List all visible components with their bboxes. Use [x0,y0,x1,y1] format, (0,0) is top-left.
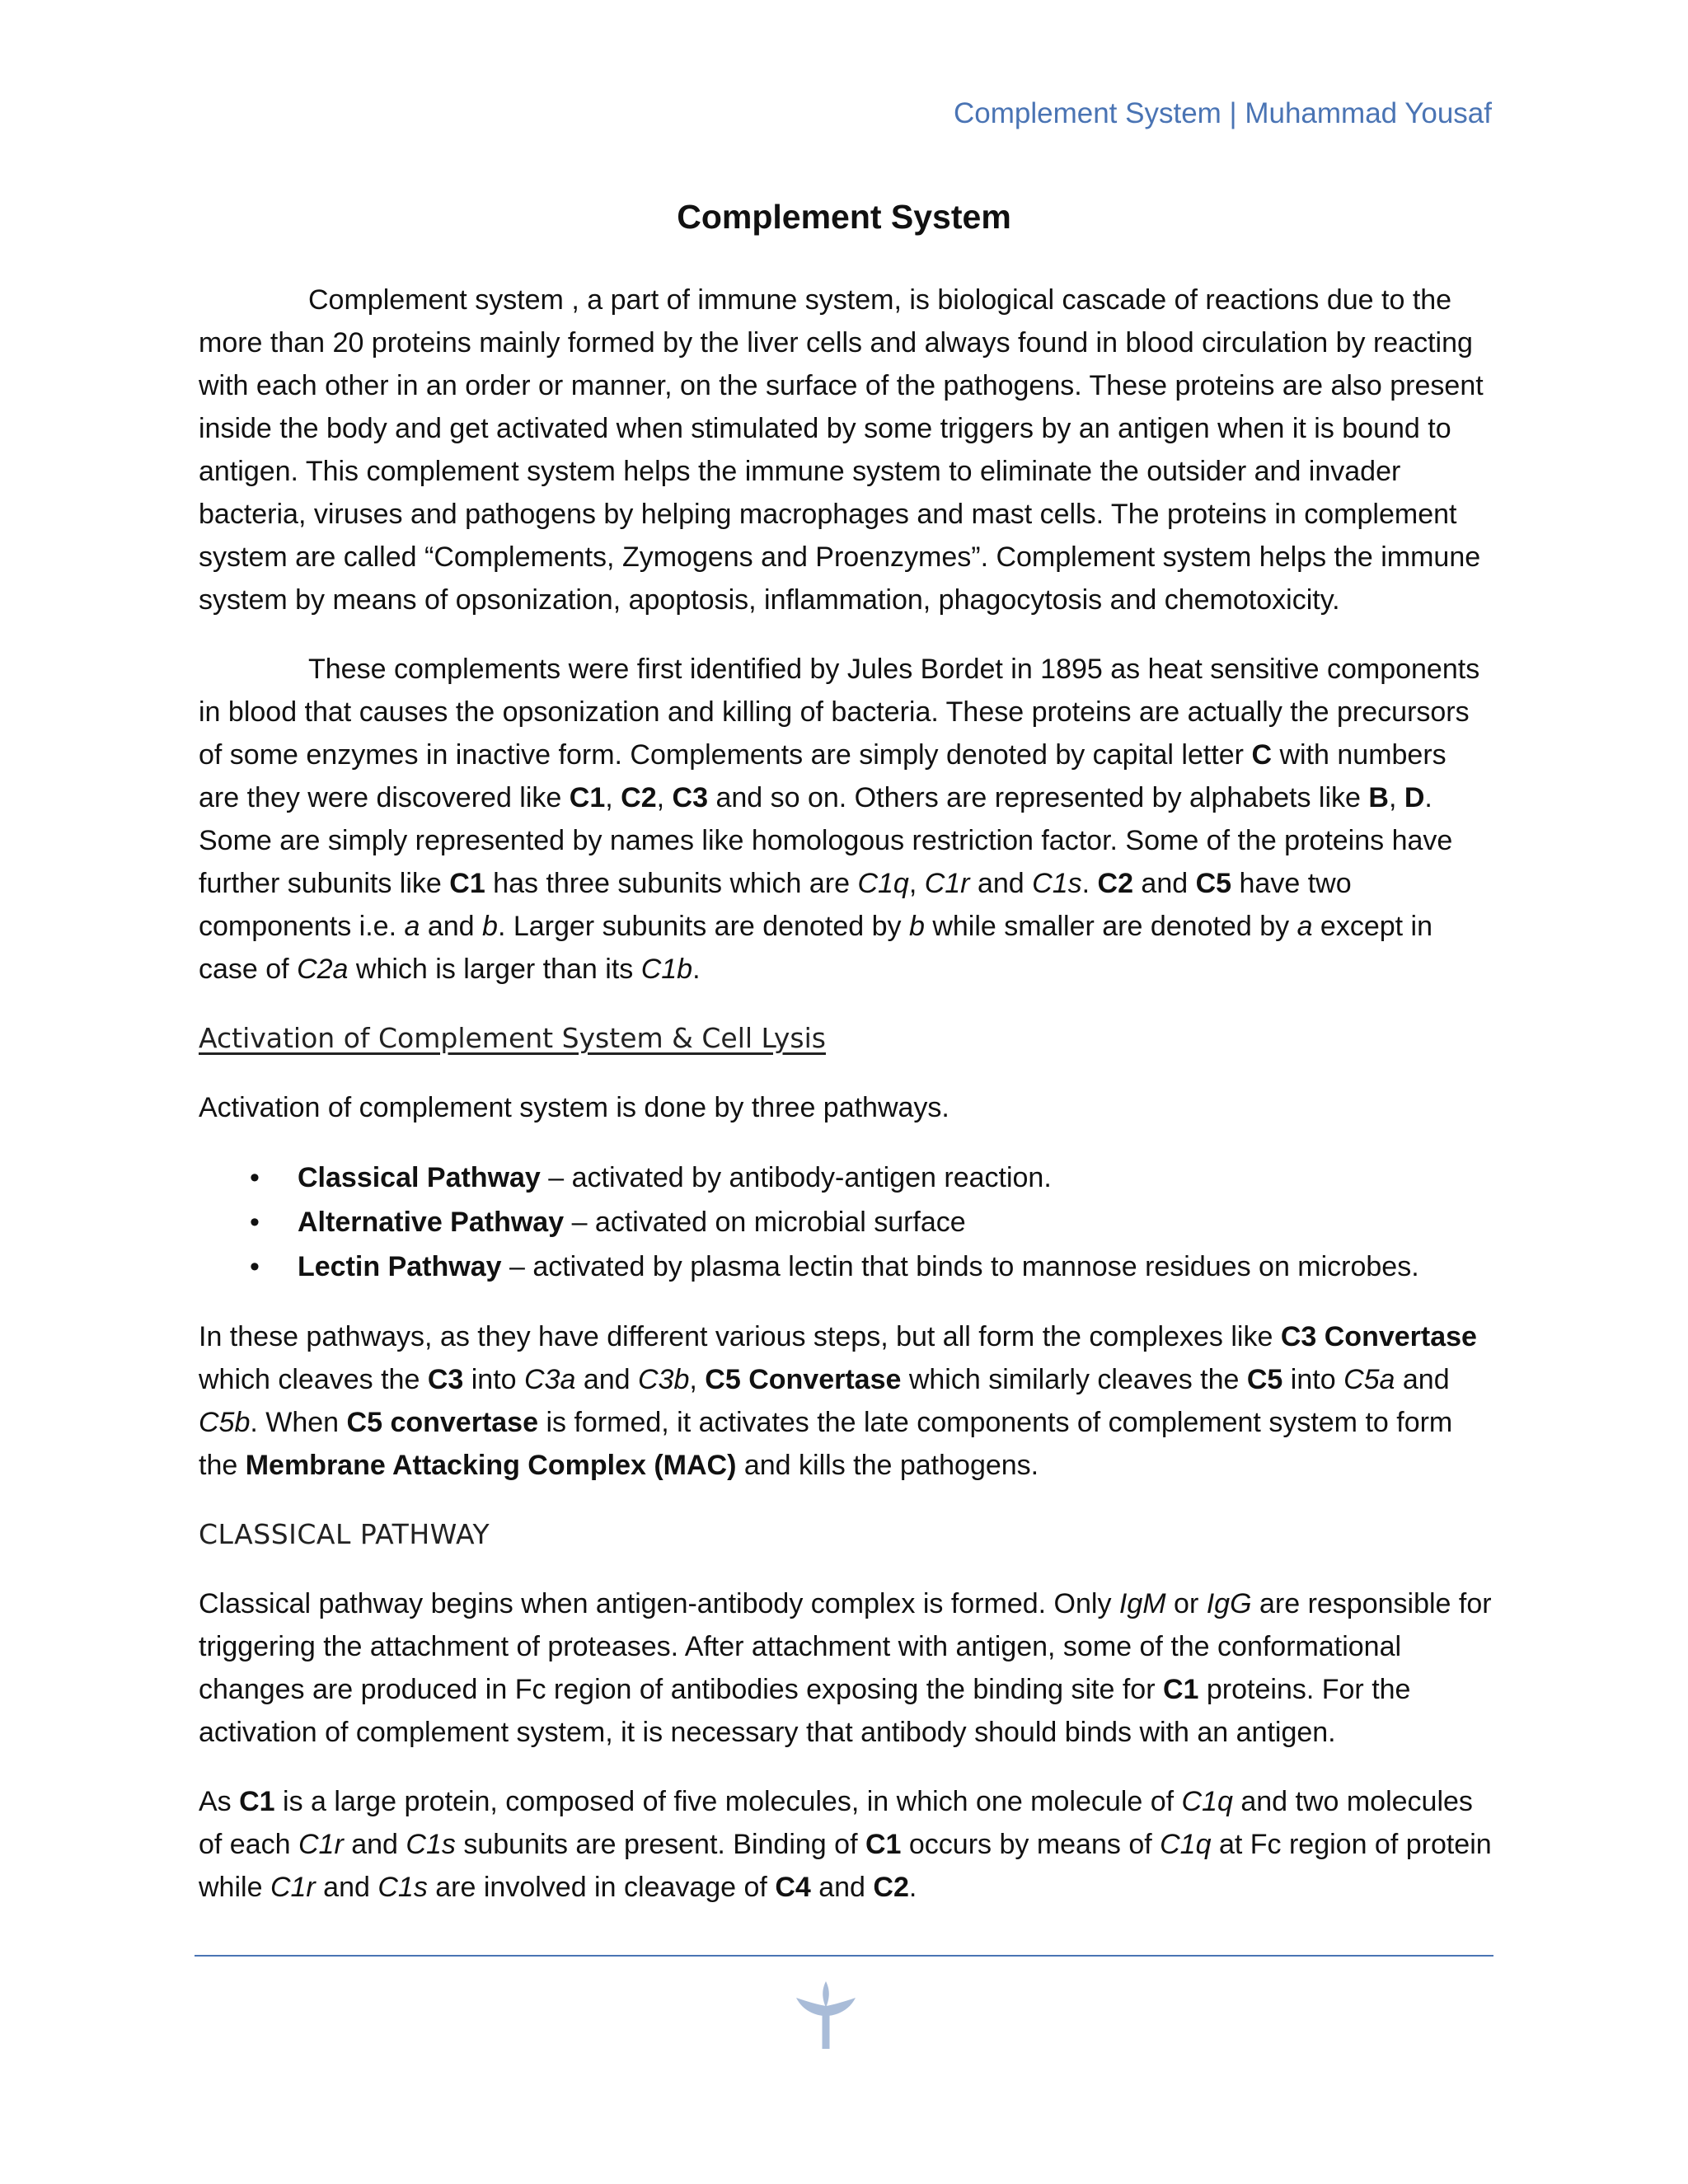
bullet-icon: • [250,1251,260,1282]
section-heading-classical: CLASSICAL PATHWAY [199,1518,490,1550]
document-title: Complement System [677,198,1011,236]
bullet-icon: • [250,1162,260,1193]
footer-divider [195,1955,1493,1957]
paragraph-history: These complements were first identified by Jules Bordet in 1895 as heat sensitive components in blood that causes the opsonization and killing of bacteria. These proteins are actually the precursors of some enzymes in inactive form. Complements are simply denoted by capital letter C with numbers are they were discovered like C1, C2, C3 and so on. Others are represented by alphabets like B, D. Some are simply represented by names like homologous restriction factor. Some of the proteins have further subunits like C1 has three subunits which are C1q, C1r and C1s. C2 and C5 have two components i.e. a and b. Larger subunits are denoted by b while smaller are denoted by a except in case of C2a which is larger than its C1b. [199,654,1480,985]
pathway-list [199,1155,1493,1289]
paragraph-intro: Complement system , a part of immune system, is biological cascade of reactions due to the more than 20 proteins mainly formed by the liver cells and always found in blood circulation by reacting with each other in an order or manner, on the surface of the pathogens. These proteins are also present inside the body and get activated when stimulated by some triggers by an antigen when it is bound to antigen. This complement system helps the immune system to eliminate the outsider and invader bacteria, viruses and pathogens by helping macrophages and mast cells. The proteins in complement system are called “Complements, Zymogens and Proenzymes”. Complement system helps the immune system by means of opsonization, apoptosis, inflammation, phagocytosis and chemotoxicity. [199,284,1484,616]
sprout-logo-icon [795,1980,857,2049]
list-item: • Lectin Pathway – activated by plasma lectin that binds to mannose residues on microbes. [199,1244,1493,1289]
running-header: Complement System | Muhammad Yousaf [953,97,1492,129]
list-item: • Alternative Pathway – activated on microbial surface [199,1200,1493,1244]
bullet-icon: • [250,1207,260,1238]
document-body [199,279,1493,1935]
paragraph-convertase: In these pathways, as they have different various steps, but all form the complexes like C3 Convertase which cleaves the C3 into C3a and C3b, C5 Convertase which similarly cleaves the C5 into C5a and C5b. When C5 convertase is formed, it activates the late components of complement system to form the Membrane Attacking Complex (MAC) and kills the pathogens. [199,1321,1477,1481]
list-item: • Classical Pathway – activated by antibody-antigen reaction. [199,1155,1493,1200]
paragraph-c1: As C1 is a large protein, composed of five molecules, in which one molecule of C1q and two molecules of each C1r and C1s subunits are present. Binding of C1 occurs by means of C1q at Fc region of protein while C1r and C1s are involved in cleavage of C4 and C2. [199,1786,1492,1903]
paragraph-pathways-intro: Activation of complement system is done by three pathways. [199,1092,950,1123]
section-heading-activation: Activation of Complement System & Cell Lysis [199,1022,826,1054]
paragraph-classical: Classical pathway begins when antigen-antibody complex is formed. Only IgM or IgG are responsible for triggering the attachment of proteases. After attachment with antigen, some of the conformational changes are produced in Fc region of antibodies exposing the binding site for C1 proteins. For the activation of complement system, it is necessary that antibody should binds with an antigen. [199,1588,1492,1748]
